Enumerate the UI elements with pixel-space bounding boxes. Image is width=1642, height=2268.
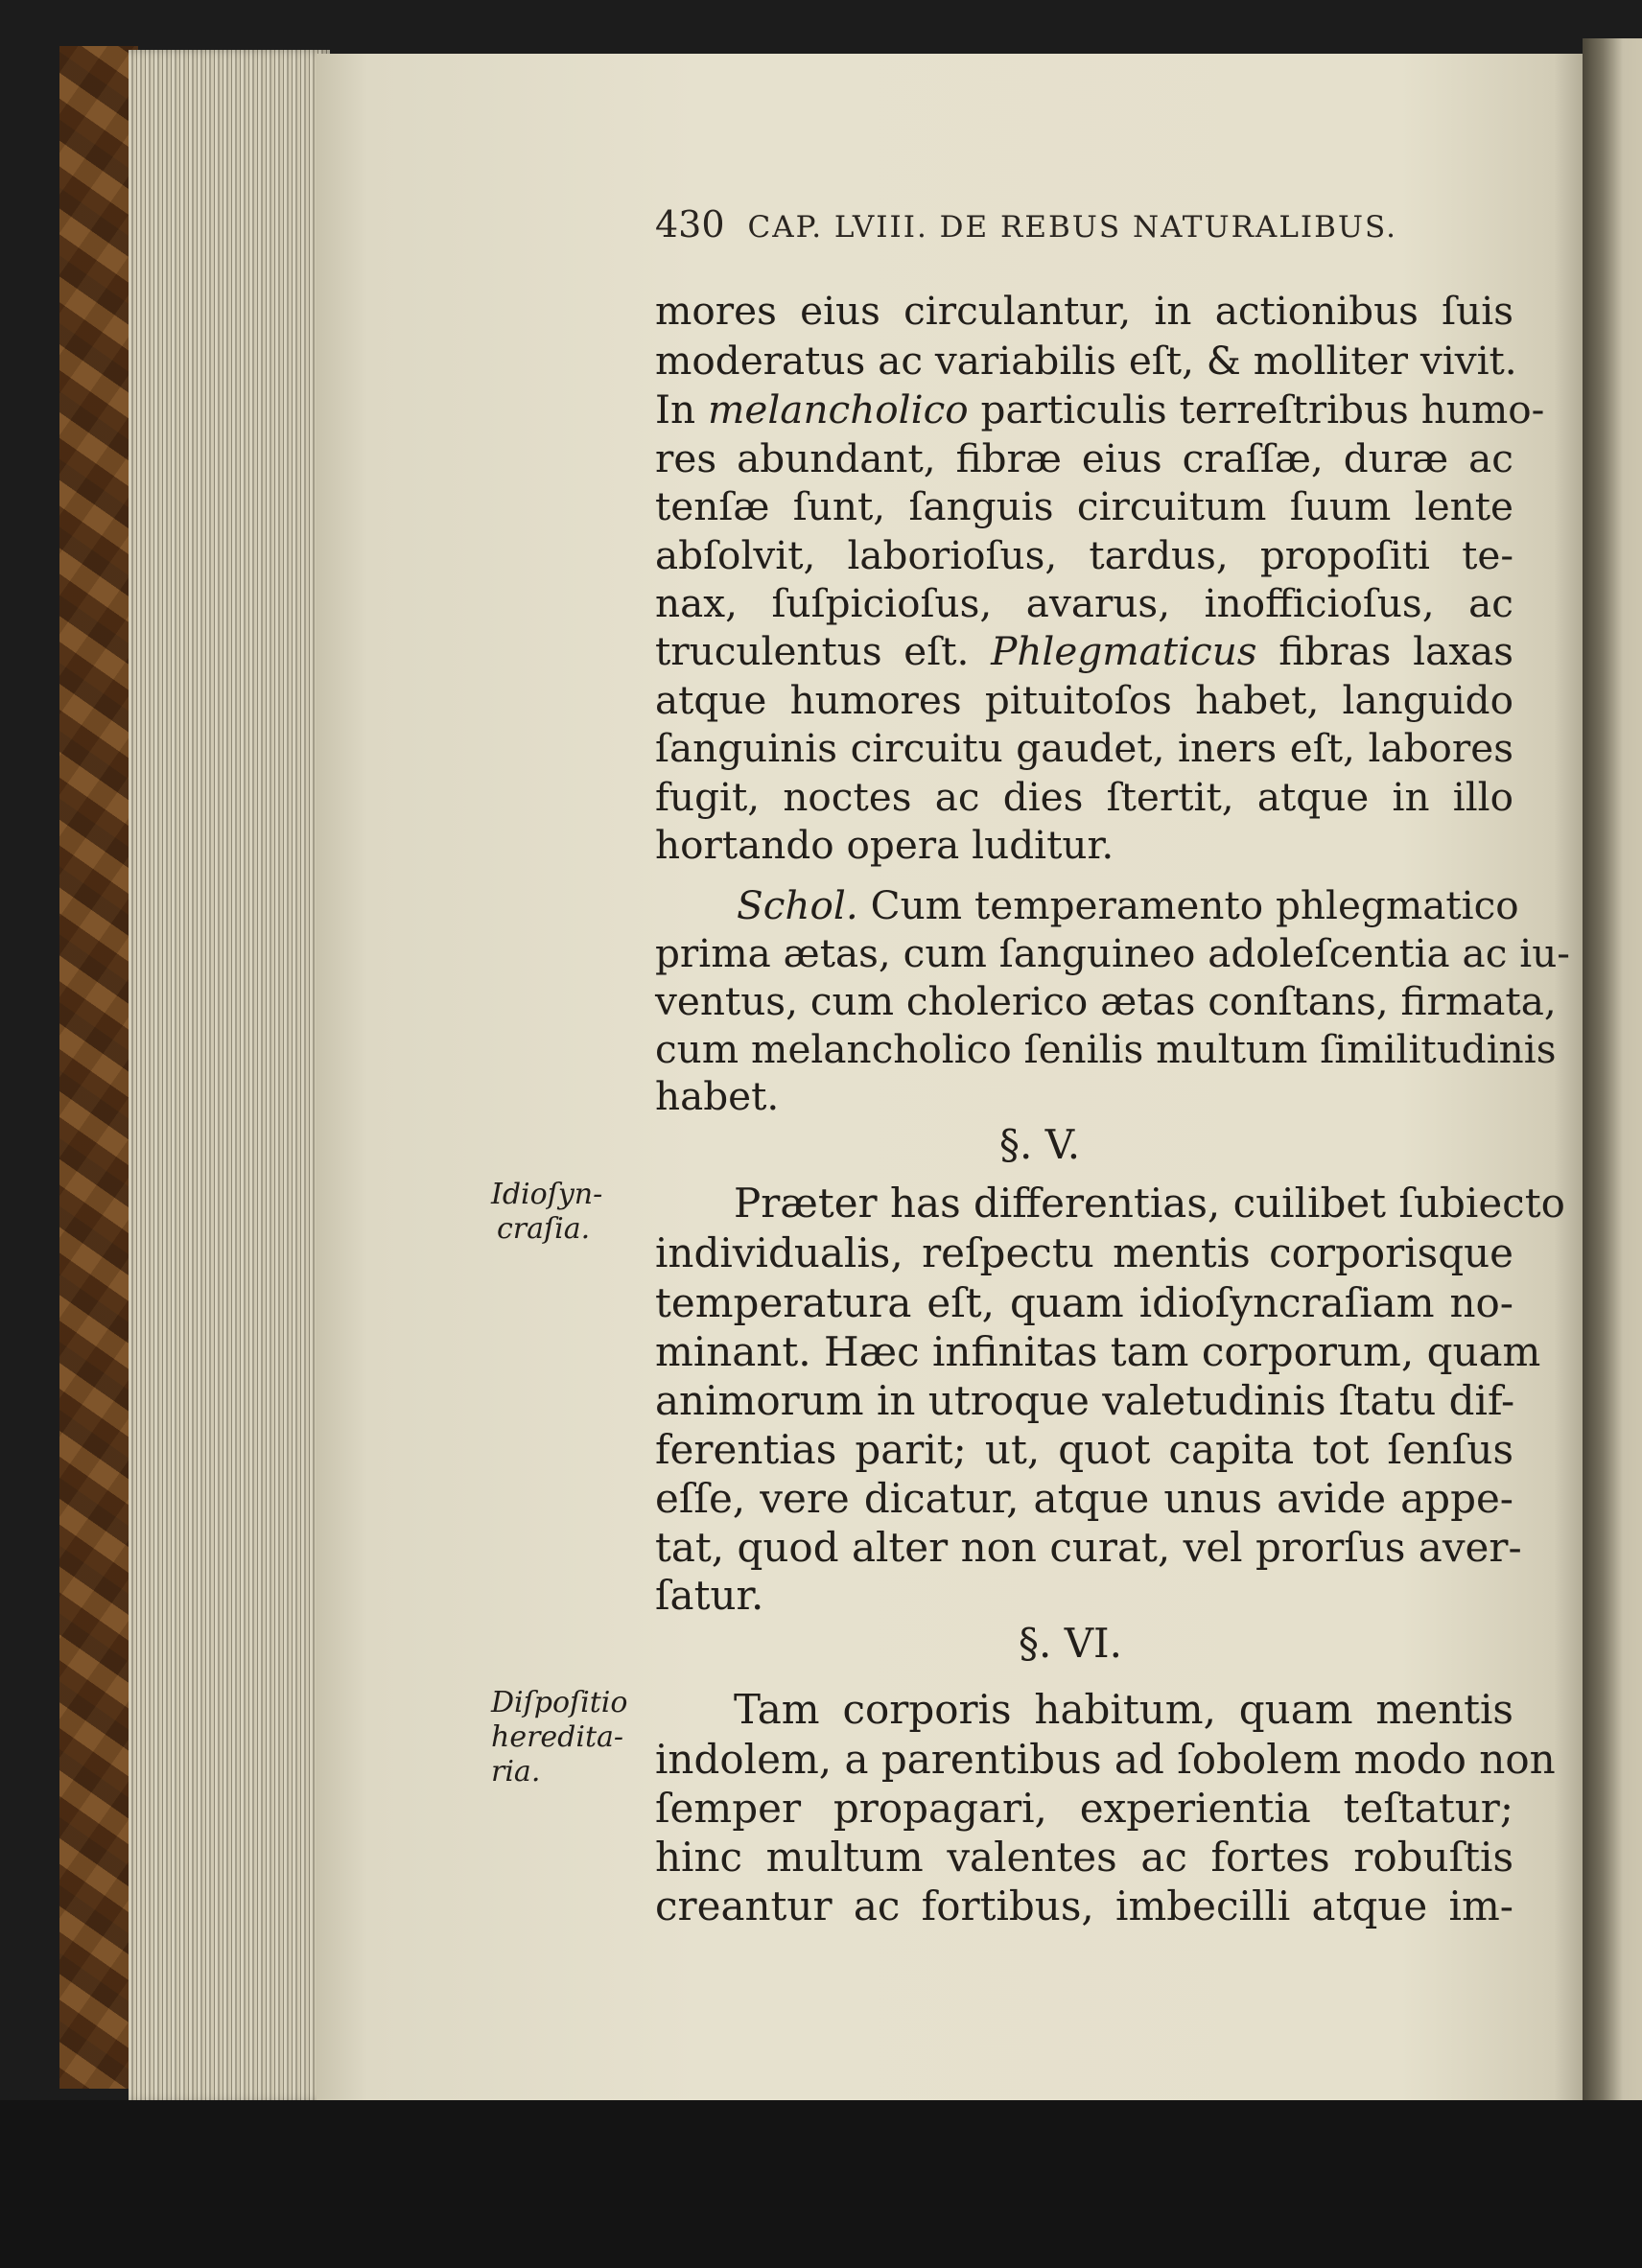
bottom-shadow — [0, 2100, 1642, 2268]
text-line: indolem, a parentibus ad ſobolem modo non — [655, 1736, 1556, 1783]
scholium-line: Schol. Cum temperamento phlegmatico — [737, 882, 1519, 928]
facing-page-edge — [1583, 38, 1642, 2110]
margin-note-idiosyncrasia — [491, 1178, 602, 1247]
section-heading-vi: §. VI. — [1019, 1620, 1122, 1667]
margin-note-dispositio-hereditaria — [491, 1686, 627, 1789]
text-line: moderatus ac variabilis eſt, & molliter vivit. — [655, 338, 1517, 384]
marbled-cover — [59, 46, 138, 2089]
margin-note-line: Diſpoſitio — [491, 1686, 628, 1719]
margin-note-line: heredita- — [491, 1720, 624, 1754]
text-line: individualis, reſpectu mentis corporisque — [655, 1229, 1513, 1276]
scholium-line: cum melancholico ſenilis multum ſimilitudinis — [655, 1026, 1557, 1072]
scholium-line: ventus, cum cholerico ætas conſtans, firmata, — [655, 978, 1557, 1024]
text-line: tenſæ ſunt, ſanguis circuitum ſuum lente — [655, 483, 1513, 529]
text-line: ſemper propagari, experientia teſtatur; — [655, 1785, 1513, 1832]
text-line: nax, ſuſpicioſus, avarus, inofficioſus, ac — [655, 580, 1513, 626]
running-title: CAP. LVIII. DE REBUS NATURALIBUS. — [747, 210, 1398, 245]
text-line: hinc multum valentes ac fortes robuſtis — [655, 1834, 1513, 1881]
text-line: ſatur. — [655, 1572, 764, 1619]
text-line: Tam corporis habitum, quam mentis — [734, 1686, 1513, 1733]
scholium-line: habet. — [655, 1073, 780, 1119]
text-line: tat, quod alter non curat, vel prorſus aver- — [655, 1524, 1522, 1571]
text-line: atque humores pituitoſos habet, languido — [655, 677, 1513, 723]
text-line: Præter has differentias, cuilibet ſubiecto — [734, 1180, 1565, 1227]
text-line: ſanguinis circuitu gaudet, iners eſt, labores — [655, 725, 1513, 771]
text-line: abſolvit, laborioſus, tardus, propoſiti te- — [655, 532, 1513, 578]
text-line: In melancholico particulis terreſtribus humo- — [655, 386, 1545, 433]
text-line: truculentus eſt. Phlegmaticus fibras laxas — [655, 628, 1513, 674]
text-line: res abundant, fibræ eius craſſæ, duræ ac — [655, 435, 1513, 481]
margin-note-line: Idioſyn- — [491, 1178, 603, 1211]
page-number: 430 — [655, 203, 725, 246]
text-line: mores eius circulantur, in actionibus ſuis — [655, 288, 1513, 334]
running-head — [655, 203, 1442, 251]
margin-note-line: ria. — [491, 1755, 541, 1789]
text-line: fugit, noctes ac dies ſtertit, atque in illo — [655, 774, 1513, 820]
section-heading-v: §. V. — [999, 1121, 1081, 1168]
text-line: eſſe, vere dicatur, atque unus avide appe- — [655, 1475, 1513, 1522]
page-edges — [129, 50, 330, 2102]
text-line: ferentias parit; ut, quot capita tot ſenſus — [655, 1426, 1513, 1473]
scholium-line: prima ætas, cum ſanguineo adoleſcentia ac iu- — [655, 930, 1570, 976]
text-line: creantur ac fortibus, imbecilli atque im- — [655, 1882, 1513, 1929]
text-line: minant. Hæc infinitas tam corporum, quam — [655, 1328, 1541, 1375]
margin-note-line: craſia. — [497, 1212, 591, 1246]
text-line: temperatura eſt, quam idioſyncraſiam no- — [655, 1279, 1513, 1326]
text-line: hortando opera luditur. — [655, 822, 1114, 868]
text-line: animorum in utroque valetudinis ſtatu dif- — [655, 1377, 1515, 1424]
